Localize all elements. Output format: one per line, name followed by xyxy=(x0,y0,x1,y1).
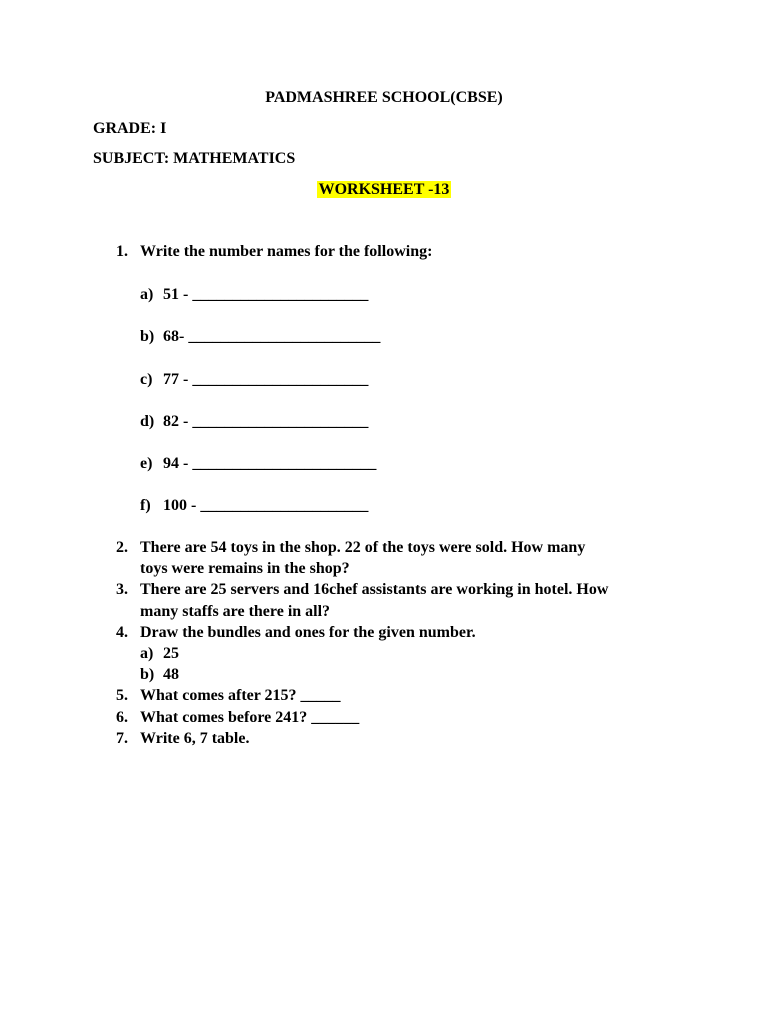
q1-number: 1. xyxy=(116,243,128,260)
q3-line1: There are 25 servers and 16chef assistants are working in hotel. How xyxy=(140,581,609,598)
q4-item-a-letter: a) xyxy=(140,645,154,662)
q1-item-f-letter: f) xyxy=(140,497,151,514)
worksheet-title: WORKSHEET -13 xyxy=(318,181,450,198)
q7-text: Write 6, 7 table. xyxy=(140,730,250,747)
q2-line2: toys were remains in the shop? xyxy=(140,560,350,577)
q1-text: Write the number names for the following: xyxy=(140,243,433,260)
q5-number: 5. xyxy=(116,687,128,704)
q3-line2: many staffs are there in all? xyxy=(140,603,331,620)
q1-item-c-text: 77 - ______________________ xyxy=(163,371,369,388)
q2-line1: There are 54 toys in the shop. 22 of the toys were sold. How many xyxy=(140,539,586,556)
q1-item-b-letter: b) xyxy=(140,328,155,345)
school-name: PADMASHREE SCHOOL(CBSE) xyxy=(265,89,503,106)
grade-label: GRADE: I xyxy=(93,120,167,137)
q1-item-d-text: 82 - ______________________ xyxy=(163,413,369,430)
q1-item-e-letter: e) xyxy=(140,455,153,472)
q6-text: What comes before 241? ______ xyxy=(140,709,360,726)
q1-item-b-text: 68- ________________________ xyxy=(163,328,381,345)
q1-item-d-letter: d) xyxy=(140,413,155,430)
q4-item-a-text: 25 xyxy=(163,645,179,662)
q1-item-a-letter: a) xyxy=(140,286,154,303)
q7-number: 7. xyxy=(116,730,128,747)
q4-item-b-letter: b) xyxy=(140,666,155,683)
worksheet-title-wrap xyxy=(0,180,768,200)
q1-item-c-letter: c) xyxy=(140,371,153,388)
q3-number: 3. xyxy=(116,581,128,598)
q1-item-e-text: 94 - _______________________ xyxy=(163,455,377,472)
q4-item-b-text: 48 xyxy=(163,666,179,683)
q4-text: Draw the bundles and ones for the given number. xyxy=(140,624,476,641)
q6-number: 6. xyxy=(116,709,128,726)
q2-number: 2. xyxy=(116,539,128,556)
q1-item-f-text: 100 - _____________________ xyxy=(163,497,369,514)
q1-item-a-text: 51 - ______________________ xyxy=(163,286,369,303)
subject-label: SUBJECT: MATHEMATICS xyxy=(93,150,296,167)
q5-text: What comes after 215? _____ xyxy=(140,687,341,704)
q4-number: 4. xyxy=(116,624,128,641)
